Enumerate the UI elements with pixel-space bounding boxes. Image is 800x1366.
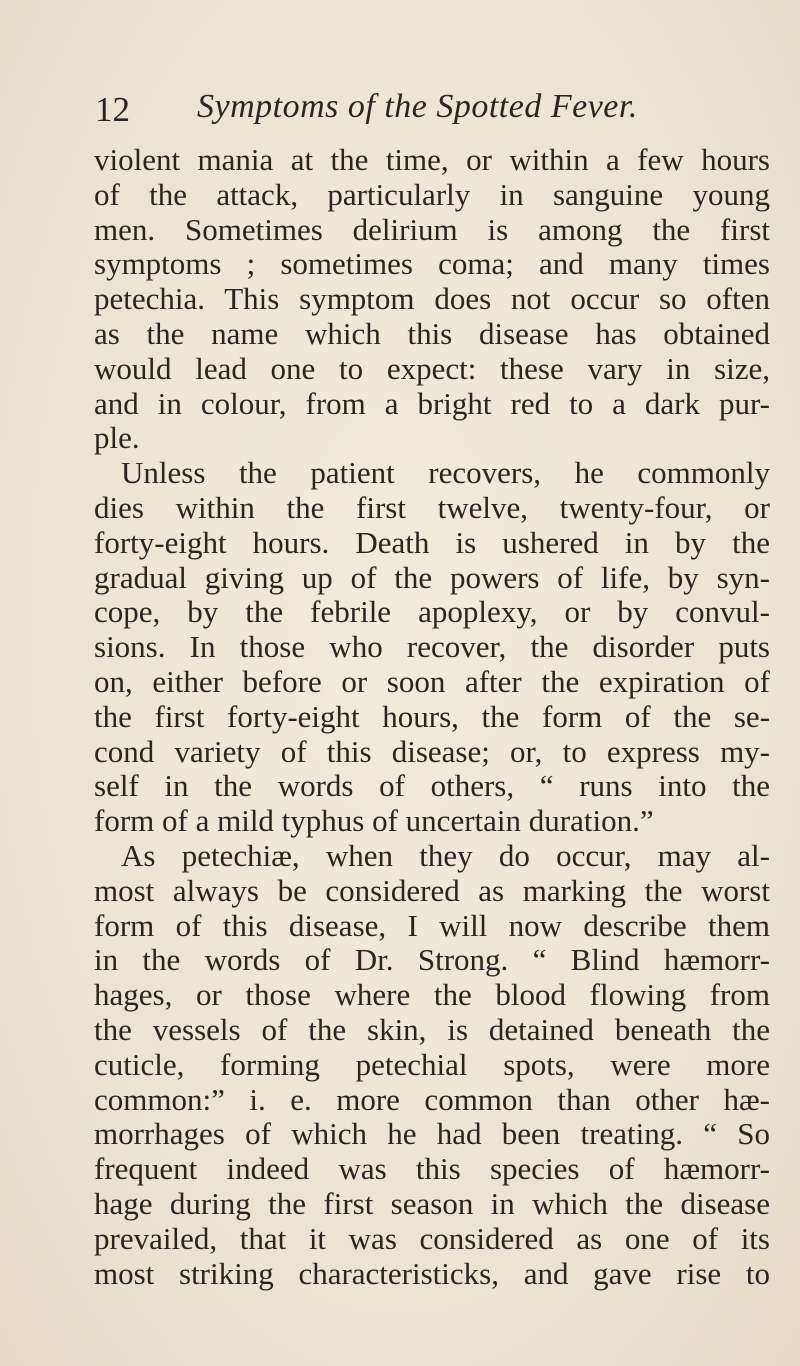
body-text (94, 143, 770, 1291)
text-line: cuticle, forming petechial spots, were more (94, 1046, 770, 1082)
text-line: cond variety of this disease; or, to express my- (94, 733, 770, 769)
text-line: frequent indeed was this species of hæmorr- (94, 1151, 770, 1187)
text-line: and in colour, from a bright red to a dark pur- (94, 385, 770, 421)
text-line: Unless the patient recovers, he commonly (121, 455, 770, 491)
text-line: common:” i. e. more common than other hæ- (94, 1081, 770, 1117)
text-line: petechia. This symptom does not occur so often (94, 281, 770, 317)
text-line: morrhages of which he had been treating. “ So (94, 1116, 770, 1152)
text-line: symptoms ; sometimes coma; and many times (94, 246, 770, 282)
text-line: violent mania at the time, or within a few hours (94, 142, 770, 177)
text-line: forty-eight hours. Death is ushered in by the (94, 524, 770, 560)
text-line: gradual giving up of the powers of life, by syn- (94, 559, 770, 595)
text-line: would lead one to expect: these vary in size, (94, 350, 770, 386)
text-line: form of this disease, I will now describe them (94, 907, 770, 943)
text-line: dies within the first twelve, twenty-four, or (94, 489, 770, 525)
text-line: prevailed, that it was considered as one of its (94, 1220, 770, 1256)
text-line: most striking characteristicks, and gave rise to (94, 1255, 770, 1291)
text-line: As petechiæ, when they do occur, may al- (121, 837, 770, 873)
text-line: in the words of Dr. Strong. “ Blind hæmorr- (94, 942, 770, 978)
text-line: men. Sometimes delirium is among the first (94, 211, 770, 247)
text-line: hages, or those where the blood flowing from (94, 977, 770, 1013)
text-line: as the name which this disease has obtained (94, 315, 770, 351)
text-line: the first forty-eight hours, the form of the se- (94, 698, 770, 734)
text-line: the vessels of the skin, is detained beneath the (94, 1011, 770, 1047)
running-head: Symptoms of the Spotted Fever. (197, 88, 638, 125)
page-number: 12 (95, 90, 130, 129)
text-line: hage during the first season in which the disease (94, 1185, 770, 1221)
text-line: of the attack, particularly in sanguine young (94, 176, 770, 212)
text-line: ple. (94, 420, 140, 456)
text-line: sions. In those who recover, the disorder puts (94, 629, 770, 665)
text-line: cope, by the febrile apoplexy, or by convul- (94, 594, 770, 630)
text-line: form of a mild typhus of uncertain duration.” (94, 803, 654, 839)
text-line: most always be considered as marking the worst (94, 872, 770, 908)
text-line: on, either before or soon after the expiration of (94, 663, 770, 699)
text-line: self in the words of others, “ runs into the (94, 768, 770, 804)
